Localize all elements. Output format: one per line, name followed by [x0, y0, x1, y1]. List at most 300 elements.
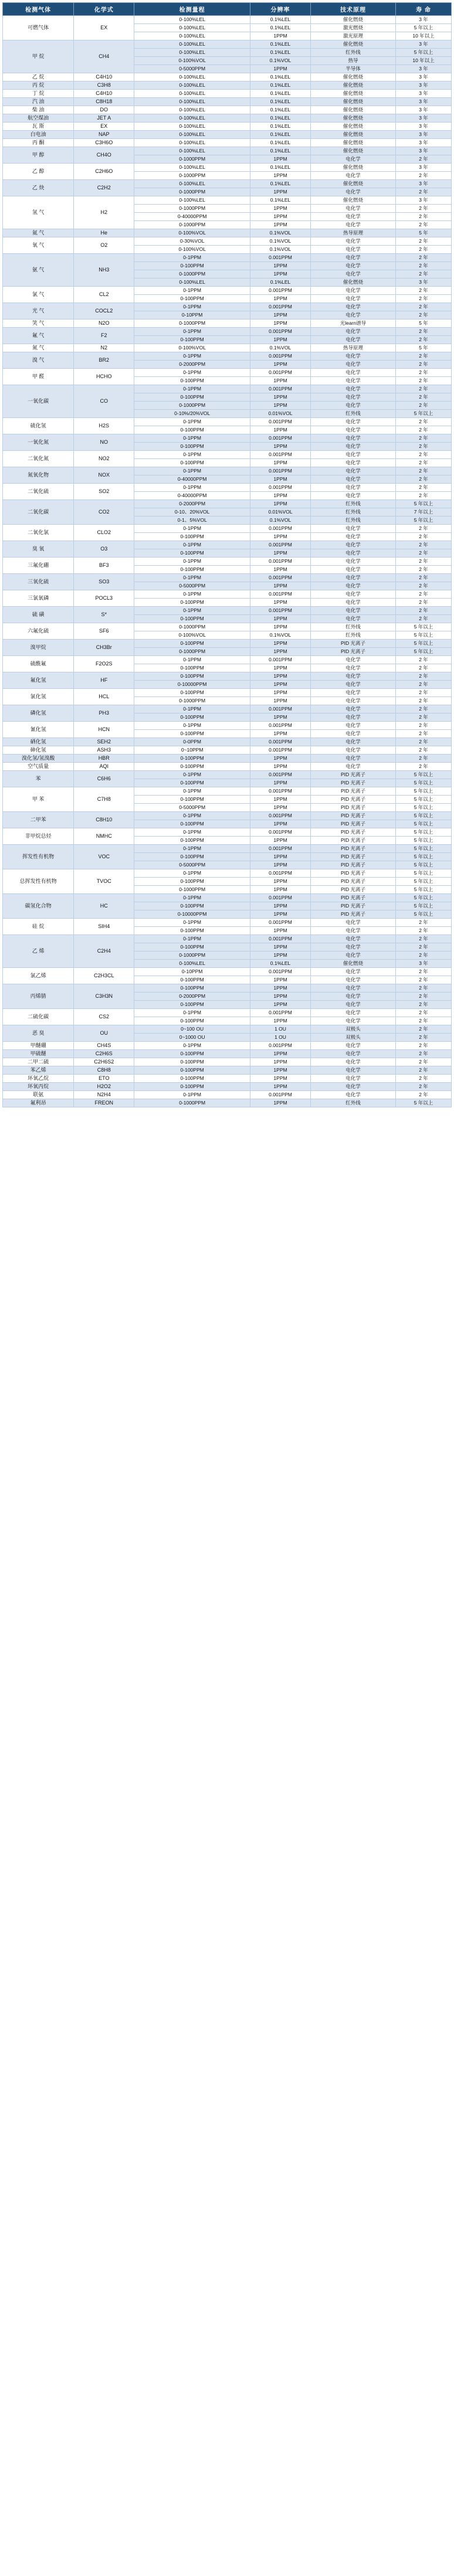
formula-cell: F2 [74, 328, 134, 344]
table-row [3, 558, 452, 566]
technology-cell: 电化学 [310, 599, 395, 607]
range-cell: 0-40000PPM [134, 213, 250, 221]
range-cell: 0-1PPM [134, 590, 250, 599]
formula-cell: He [74, 229, 134, 237]
resolution-cell: 1PPM [250, 648, 311, 656]
table-row [3, 385, 452, 393]
life-cell: 5 年以上 [396, 640, 452, 648]
resolution-cell: 1PPM [250, 763, 311, 771]
life-cell: 3 年 [396, 40, 452, 49]
resolution-cell: 1PPM [250, 697, 311, 705]
resolution-cell: 0.001PPM [250, 787, 311, 796]
resolution-cell: 1PPM [250, 837, 311, 845]
life-cell: 5 年以上 [396, 886, 452, 894]
range-cell: 0-100PPM [134, 295, 250, 303]
formula-cell: BF3 [74, 558, 134, 574]
gas-name-cell: 氮氧化物 [3, 467, 74, 484]
range-cell: 0-100PPM [134, 599, 250, 607]
technology-cell: 催化燃烧 [310, 131, 395, 139]
life-cell: 2 年 [396, 566, 452, 574]
life-cell: 2 年 [396, 172, 452, 180]
range-cell: 0-100PPM [134, 377, 250, 385]
range-cell: 0-10%/20%VOL [134, 410, 250, 418]
technology-cell: 红外线 [310, 500, 395, 508]
range-cell: 0-100%LEL [134, 139, 250, 147]
formula-cell: C3H8 [74, 81, 134, 90]
range-cell: 0-100PPM [134, 763, 250, 771]
life-cell: 2 年 [396, 237, 452, 246]
range-cell: 0-100PPM [134, 1050, 250, 1058]
technology-cell: 电化学 [310, 451, 395, 459]
formula-cell: C4H10 [74, 73, 134, 81]
gas-name-cell: 二氧化氮 [3, 451, 74, 467]
technology-cell: 电化学 [310, 418, 395, 426]
technology-cell: 电化学 [310, 377, 395, 385]
resolution-cell: 1PPM [250, 188, 311, 196]
range-cell: 0-100%LEL [134, 106, 250, 114]
table-row [3, 16, 452, 24]
resolution-cell: 1PPM [250, 270, 311, 278]
technology-cell: PID 光离子 [310, 771, 395, 779]
gas-name-cell: 总挥发性有机物 [3, 869, 74, 894]
resolution-cell: 1PPM [250, 976, 311, 984]
technology-cell: 电化学 [310, 935, 395, 943]
formula-cell: NO [74, 434, 134, 451]
technology-cell: PID 光离子 [310, 894, 395, 902]
technology-cell: 电化学 [310, 336, 395, 344]
range-cell: 0-100PPM [134, 443, 250, 451]
formula-cell: N2O [74, 320, 134, 328]
table-row [3, 869, 452, 878]
range-cell: 0-100PPM [134, 1066, 250, 1075]
range-cell: 0-1PPM [134, 722, 250, 730]
resolution-cell: 0.1%LEL [250, 90, 311, 98]
life-cell: 5 年以上 [396, 410, 452, 418]
resolution-cell: 0.001PPM [250, 328, 311, 336]
gas-name-cell: 乙 炔 [3, 180, 74, 196]
resolution-cell: 1PPM [250, 1017, 311, 1025]
formula-cell: S* [74, 607, 134, 623]
resolution-cell: 0.001PPM [250, 541, 311, 549]
formula-cell: C8H18 [74, 98, 134, 106]
gas-name-cell: 恶 臭 [3, 1025, 74, 1042]
life-cell: 3 年 [396, 164, 452, 172]
life-cell: 2 年 [396, 1042, 452, 1050]
technology-cell: 电化学 [310, 943, 395, 951]
life-cell: 3 年 [396, 90, 452, 98]
resolution-cell: 0.1%VOL [250, 516, 311, 525]
table-row [3, 114, 452, 123]
technology-cell: 电化学 [310, 722, 395, 730]
formula-cell: BR2 [74, 352, 134, 369]
life-cell: 5 年以上 [396, 771, 452, 779]
gas-name-cell: 硫 磺 [3, 607, 74, 623]
resolution-cell: 1PPM [250, 320, 311, 328]
resolution-cell: 1 OU [250, 1025, 311, 1034]
range-cell: 0-1PPM [134, 1042, 250, 1050]
resolution-cell: 0.001PPM [250, 894, 311, 902]
range-cell: 0-100PPM [134, 730, 250, 738]
table-row [3, 1042, 452, 1050]
resolution-cell: 0.1%LEL [250, 73, 311, 81]
table-row [3, 1066, 452, 1075]
range-cell: 0-100%LEL [134, 40, 250, 49]
life-cell: 3 年 [396, 81, 452, 90]
gas-name-cell: 可燃气体 [3, 16, 74, 40]
gas-name-cell: 瓦 斯 [3, 123, 74, 131]
resolution-cell: 0.1%LEL [250, 106, 311, 114]
gas-name-cell: 甲 醇 [3, 147, 74, 164]
gas-name-cell: 二甲苯 [3, 812, 74, 828]
range-cell: 0-100PPM [134, 976, 250, 984]
resolution-cell: 1PPM [250, 402, 311, 410]
formula-cell: CLO2 [74, 525, 134, 541]
formula-cell: H2 [74, 196, 134, 229]
gas-name-cell: 白电油 [3, 131, 74, 139]
technology-cell: 红外线 [310, 623, 395, 631]
technology-cell: 电化学 [310, 467, 395, 475]
resolution-cell: 0.001PPM [250, 738, 311, 746]
technology-cell: 催化燃烧 [310, 164, 395, 172]
formula-cell: H2O2 [74, 1083, 134, 1091]
resolution-cell: 1PPM [250, 1001, 311, 1009]
range-cell: 0-1PPM [134, 869, 250, 878]
resolution-cell: 1PPM [250, 1050, 311, 1058]
life-cell: 2 年 [396, 656, 452, 664]
resolution-cell: 1PPM [250, 943, 311, 951]
range-cell: 0-1PPM [134, 328, 250, 336]
life-cell: 2 年 [396, 730, 452, 738]
table-row [3, 746, 452, 755]
gas-name-cell: 氯化氢 [3, 689, 74, 705]
technology-cell: PID 光离子 [310, 820, 395, 828]
life-cell: 5 年以上 [396, 820, 452, 828]
gas-name-cell: 氢 气 [3, 196, 74, 229]
table-row [3, 705, 452, 713]
gas-name-cell: 环氧乙烷 [3, 1075, 74, 1083]
table-row [3, 763, 452, 771]
technology-cell: PID 光离子 [310, 861, 395, 869]
technology-cell: 电化学 [310, 590, 395, 599]
technology-cell: 电化学 [310, 328, 395, 336]
life-cell: 3 年 [396, 196, 452, 205]
resolution-cell: 1PPM [250, 878, 311, 886]
life-cell: 2 年 [396, 713, 452, 722]
technology-cell: 催化燃烧 [310, 106, 395, 114]
technology-cell: 电化学 [310, 254, 395, 262]
gas-name-cell: 乙 烯 [3, 935, 74, 968]
life-cell: 5 年以上 [396, 837, 452, 845]
gas-name-cell: 三氟化硼 [3, 558, 74, 574]
range-cell: 0~100 OU [134, 1025, 250, 1034]
life-cell: 5 年以上 [396, 500, 452, 508]
life-cell: 2 年 [396, 541, 452, 549]
range-cell: 0-100PPM [134, 1075, 250, 1083]
technology-cell: 红外线 [310, 508, 395, 516]
formula-cell: HF [74, 672, 134, 689]
table-row [3, 845, 452, 853]
formula-cell: C6H6 [74, 771, 134, 787]
resolution-cell: 0.001PPM [250, 558, 311, 566]
life-cell: 2 年 [396, 221, 452, 229]
table-row [3, 919, 452, 927]
technology-cell: 电化学 [310, 459, 395, 467]
life-cell: 2 年 [396, 1066, 452, 1075]
technology-cell: PID 光离子 [310, 845, 395, 853]
life-cell: 3 年 [396, 106, 452, 114]
range-cell: 0-100PPM [134, 779, 250, 787]
col-header-resolution: 分辨率 [250, 3, 311, 16]
resolution-cell: 0.001PPM [250, 369, 311, 377]
range-cell: 0-1PPM [134, 303, 250, 311]
table-row [3, 1075, 452, 1083]
formula-cell: C7H8 [74, 787, 134, 812]
range-cell: 0-1PPM [134, 787, 250, 796]
gas-name-cell: 二甲二硫 [3, 1058, 74, 1066]
technology-cell: 电化学 [310, 697, 395, 705]
table-row [3, 147, 452, 155]
range-cell: 0-100%LEL [134, 278, 250, 287]
resolution-cell: 0.001PPM [250, 254, 311, 262]
resolution-cell: 0.001PPM [250, 385, 311, 393]
life-cell: 2 年 [396, 558, 452, 566]
table-body [3, 16, 452, 1107]
resolution-cell: 1PPM [250, 295, 311, 303]
formula-cell: AQI [74, 763, 134, 771]
resolution-cell: 1PPM [250, 640, 311, 648]
technology-cell: 电化学 [310, 976, 395, 984]
col-header-formula: 化学式 [74, 3, 134, 16]
technology-cell: 电化学 [310, 541, 395, 549]
life-cell: 2 年 [396, 919, 452, 927]
range-cell: 0-5000PPM [134, 582, 250, 590]
range-cell: 0-100PPM [134, 796, 250, 804]
resolution-cell: 0.1%LEL [250, 960, 311, 968]
resolution-cell: 0.1%LEL [250, 147, 311, 155]
technology-cell: 半导体 [310, 65, 395, 73]
life-cell: 2 年 [396, 705, 452, 713]
life-cell: 2 年 [396, 1050, 452, 1058]
technology-cell: PID 光离子 [310, 796, 395, 804]
range-cell: 0-100%VOL [134, 344, 250, 352]
life-cell: 2 年 [396, 418, 452, 426]
life-cell: 2 年 [396, 943, 452, 951]
resolution-cell: 1PPM [250, 566, 311, 574]
formula-cell: C2H4 [74, 935, 134, 968]
range-cell: 0-0PPM [134, 738, 250, 746]
life-cell: 5 年以上 [396, 828, 452, 837]
resolution-cell: 1PPM [250, 361, 311, 369]
range-cell: 0-100%LEL [134, 81, 250, 90]
range-cell: 0-40000PPM [134, 492, 250, 500]
technology-cell: 电化学 [310, 1050, 395, 1058]
resolution-cell: 1PPM [250, 1058, 311, 1066]
resolution-cell: 0.001PPM [250, 1009, 311, 1017]
life-cell: 2 年 [396, 426, 452, 434]
technology-cell: 激光原理 [310, 32, 395, 40]
range-cell: 0-1000PPM [134, 155, 250, 164]
technology-cell: 电化学 [310, 1042, 395, 1050]
life-cell: 2 年 [396, 402, 452, 410]
life-cell: 2 年 [396, 254, 452, 262]
gas-name-cell: 二氧化氯 [3, 525, 74, 541]
range-cell: 0-1PPM [134, 352, 250, 361]
table-row [3, 968, 452, 976]
range-cell: 0-100%LEL [134, 960, 250, 968]
formula-cell: SO3 [74, 574, 134, 590]
technology-cell: 电化学 [310, 525, 395, 533]
table-row [3, 180, 452, 188]
formula-cell: ASH3 [74, 746, 134, 755]
technology-cell: 电化学 [310, 713, 395, 722]
formula-cell: NMHC [74, 828, 134, 845]
life-cell: 5 年以上 [396, 49, 452, 57]
technology-cell: 电化学 [310, 303, 395, 311]
range-cell: 0-1PPM [134, 484, 250, 492]
life-cell: 5 年以上 [396, 24, 452, 32]
gas-name-cell: 甲 烷 [3, 40, 74, 73]
range-cell: 0-100PPM [134, 820, 250, 828]
table-row [3, 722, 452, 730]
resolution-cell: 1PPM [250, 672, 311, 681]
gas-name-cell: 乙 烷 [3, 73, 74, 81]
range-cell: 0-100PPM [134, 713, 250, 722]
technology-cell: 电化学 [310, 246, 395, 254]
resolution-cell: 1PPM [250, 65, 311, 73]
resolution-cell: 0.1%LEL [250, 164, 311, 172]
resolution-cell: 1PPM [250, 1099, 311, 1107]
formula-cell: CH4O [74, 147, 134, 164]
technology-cell: 红外线 [310, 410, 395, 418]
gas-name-cell: 氟化氢 [3, 672, 74, 689]
resolution-cell: 0.001PPM [250, 722, 311, 730]
technology-cell: 电化学 [310, 558, 395, 566]
resolution-cell: 1PPM [250, 984, 311, 993]
technology-cell: 电化学 [310, 705, 395, 713]
life-cell: 2 年 [396, 1091, 452, 1099]
life-cell: 2 年 [396, 1017, 452, 1025]
resolution-cell: 0.001PPM [250, 467, 311, 475]
life-cell: 10 年以上 [396, 32, 452, 40]
resolution-cell: 0.1%LEL [250, 180, 311, 188]
life-cell: 2 年 [396, 697, 452, 705]
resolution-cell: 1PPM [250, 993, 311, 1001]
resolution-cell: 1PPM [250, 393, 311, 402]
technology-cell: 电化学 [310, 763, 395, 771]
technology-cell: 催化燃烧 [310, 180, 395, 188]
range-cell: 0-10000PPM [134, 910, 250, 919]
technology-cell: 热导 [310, 57, 395, 65]
resolution-cell: 1PPM [250, 951, 311, 960]
life-cell: 5 年以上 [396, 796, 452, 804]
table-row [3, 525, 452, 533]
resolution-cell: 1PPM [250, 902, 311, 910]
life-cell: 2 年 [396, 270, 452, 278]
table-row [3, 1091, 452, 1099]
technology-cell: 催化燃烧 [310, 16, 395, 24]
table-row [3, 640, 452, 648]
table-row [3, 451, 452, 459]
formula-cell: NH3 [74, 254, 134, 287]
table-row [3, 139, 452, 147]
technology-cell: 催化燃烧 [310, 73, 395, 81]
life-cell: 2 年 [396, 385, 452, 393]
life-cell: 5 年 [396, 229, 452, 237]
table-row [3, 303, 452, 311]
resolution-cell: 1PPM [250, 311, 311, 320]
col-header-gas: 检测气体 [3, 3, 74, 16]
gas-name-cell: 溴 气 [3, 352, 74, 369]
resolution-cell: 1PPM [250, 623, 311, 631]
life-cell: 2 年 [396, 459, 452, 467]
range-cell: 0-1PPM [134, 705, 250, 713]
resolution-cell: 1PPM [250, 681, 311, 689]
table-row [3, 484, 452, 492]
technology-cell: 电化学 [310, 746, 395, 755]
table-row [3, 1083, 452, 1091]
life-cell: 2 年 [396, 1058, 452, 1066]
life-cell: 3 年 [396, 960, 452, 968]
life-cell: 2 年 [396, 352, 452, 361]
table-row [3, 590, 452, 599]
life-cell: 2 年 [396, 1009, 452, 1017]
range-cell: 0-1000PPM [134, 320, 250, 328]
technology-cell: 电化学 [310, 566, 395, 574]
life-cell: 5 年以上 [396, 910, 452, 919]
resolution-cell: 0.1%VOL [250, 229, 311, 237]
technology-cell: 电化学 [310, 968, 395, 976]
life-cell: 2 年 [396, 262, 452, 270]
range-cell: 0-1PPM [134, 369, 250, 377]
technology-cell: PID 光离子 [310, 910, 395, 919]
technology-cell: 电化学 [310, 492, 395, 500]
technology-cell: 电化学 [310, 426, 395, 434]
table-row [3, 607, 452, 615]
range-cell: 0-100%LEL [134, 147, 250, 155]
resolution-cell: 1PPM [250, 1066, 311, 1075]
range-cell: 0-100PPM [134, 664, 250, 672]
range-cell: 0-1000PPM [134, 697, 250, 705]
technology-cell: 激光燃烧 [310, 24, 395, 32]
gas-name-cell: 氟 气 [3, 328, 74, 344]
table-row [3, 787, 452, 796]
formula-cell: N2 [74, 344, 134, 352]
resolution-cell: 0.001PPM [250, 812, 311, 820]
range-cell: 0-100PPM [134, 336, 250, 344]
resolution-cell: 1PPM [250, 779, 311, 787]
life-cell: 7 年以上 [396, 508, 452, 516]
gas-name-cell: 砷化氢 [3, 746, 74, 755]
table-row [3, 254, 452, 262]
gas-name-cell: 硫化氢 [3, 418, 74, 434]
life-cell: 5 年以上 [396, 853, 452, 861]
range-cell: 0-100PPM [134, 640, 250, 648]
table-row [3, 500, 452, 508]
technology-cell: 电化学 [310, 1009, 395, 1017]
gas-name-cell: 六氟化硫 [3, 623, 74, 640]
life-cell: 2 年 [396, 393, 452, 402]
resolution-cell: 1PPM [250, 582, 311, 590]
range-cell: 0-100%LEL [134, 123, 250, 131]
resolution-cell: 1PPM [250, 172, 311, 180]
life-cell: 2 年 [396, 599, 452, 607]
technology-cell: 电化学 [310, 919, 395, 927]
life-cell: 5 年 [396, 320, 452, 328]
technology-cell: 光learn谱导 [310, 320, 395, 328]
range-cell: 0-100PPM [134, 262, 250, 270]
range-cell: 0-100PPM [134, 853, 250, 861]
resolution-cell: 0.1%LEL [250, 114, 311, 123]
